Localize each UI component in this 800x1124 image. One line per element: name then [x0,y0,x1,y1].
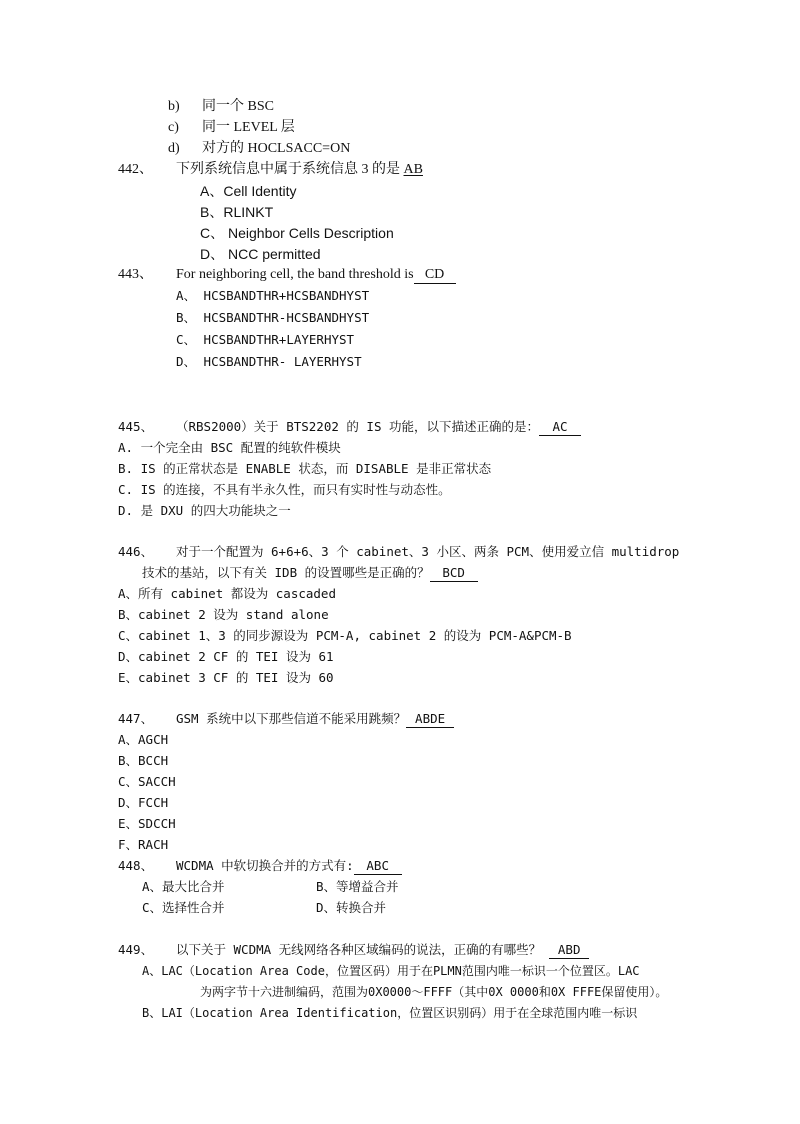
option-d-q446: D、cabinet 2 CF 的 TEI 设为 61 [118,649,334,664]
question-text: 下列系统信息中属于系统信息 3 的是 [176,162,400,177]
option-a-q448: A、最大比合并 [142,879,225,894]
option-label: c) [168,120,179,135]
question-text: For neighboring cell, the band threshold is [176,267,414,282]
question-number: 443、 [118,267,153,282]
option-a-q442: A、Cell Identity [200,183,297,199]
question-442 [118,160,423,180]
question-text: （RBS2000）关于 BTS2202 的 IS 功能，以下描述正确的是： [176,419,540,434]
answer: ABC [354,858,402,875]
question-number: 445、 [118,419,154,434]
option-b-q449-line1: B、LAI（Location Area Identification，位置区识别码）用于在全球范围内唯一标识 [142,1006,638,1020]
option-a-q446: A、所有 cabinet 都设为 cascaded [118,586,336,601]
option-label: d) [168,141,180,156]
option-d-q447: D、FCCH [118,795,169,810]
question-446-line2 [142,563,478,583]
option-label: b) [168,99,180,114]
option-b-q442: B、RLINKT [200,204,274,220]
option-d-q445: D. 是 DXU 的四大功能块之一 [118,503,291,518]
option-e-q446: E、cabinet 3 CF 的 TEI 设为 60 [118,670,334,685]
option-c-q447: C、SACCH [118,774,176,789]
option-c-q448: C、选择性合并 [142,900,225,915]
option-b-q443: B、 HCSBANDTHR-HCSBANDHYST [176,310,370,325]
question-446 [118,542,679,562]
question-number: 442、 [118,162,153,177]
question-text-line2: 技术的基站，以下有关 IDB 的设置哪些是正确的？ [142,565,430,580]
question-443 [118,265,456,285]
option-d-q448: D、转换合并 [316,900,387,915]
question-number: 449、 [118,942,154,957]
question-text: 以下关于 WCDMA 无线网络各种区域编码的说法，正确的有哪些？ [176,942,542,957]
option-c-q446: C、cabinet 1、3 的同步源设为 PCM-A, cabinet 2 的设为 PCM-A&PCM-B [118,628,572,643]
option-b-q448: B、等增益合并 [316,879,399,894]
option-b-q446: B、cabinet 2 设为 stand alone [118,607,329,622]
answer: ABDE [406,711,454,728]
option-c-q442: C、 Neighbor Cells Description [200,225,394,241]
option-text: 同一个 BSC [202,99,274,114]
option-a-q449-line2: 为两字节十六进制编码，范围为0X0000～FFFF（其中0X 0000和0X FFFE保留使用）。 [200,985,668,999]
option-d-q443: D、 HCSBANDTHR- LAYERHYST [176,354,362,369]
option-f-q447: F、RACH [118,837,169,852]
answer: AC [539,419,581,436]
option-b-q445: B. IS 的正常状态是 ENABLE 状态，而 DISABLE 是非正常状态 [118,461,492,476]
option-c-q441 [168,118,295,138]
question-text: GSM 系统中以下那些信道不能采用跳频？ [176,711,407,726]
answer: BCD [430,565,478,582]
answer: ABD [549,942,589,959]
option-text: 对方的 HOCLSACC=ON [202,141,351,156]
answer: AB [403,162,423,177]
option-e-q447: E、SDCCH [118,816,176,831]
question-number: 447、 [118,711,154,726]
option-a-q443: A、 HCSBANDTHR+HCSBANDHYST [176,288,370,303]
question-text: WCDMA 中软切换合并的方式有: [176,858,354,873]
question-449 [118,940,589,960]
option-a-q447: A、AGCH [118,732,169,747]
question-445 [118,417,581,437]
option-c-q445: C. IS 的连接，不具有半永久性，而只有实时性与动态性。 [118,482,451,497]
answer: CD [414,267,456,284]
option-c-q443: C、 HCSBANDTHR+LAYERHYST [176,332,355,347]
option-b-q447: B、BCCH [118,753,169,768]
question-text-line1: 对于一个配置为 6+6+6、3 个 cabinet、3 小区、两条 PCM、使用爱立信 multidrop [176,544,680,559]
question-number: 446、 [118,544,154,559]
option-d-q442: D、 NCC permitted [200,246,321,262]
question-447 [118,709,454,729]
option-text: 同一 LEVEL 层 [202,120,295,135]
option-d-q441 [168,139,350,159]
question-448 [118,856,402,876]
option-a-q449-line1: A、LAC（Location Area Code，位置区码）用于在PLMN范围内唯一标识一个位置区。LAC [142,964,640,978]
option-b-q441 [168,97,274,117]
option-a-q445: A. 一个完全由 BSC 配置的纯软件模块 [118,440,341,455]
question-number: 448、 [118,858,154,873]
